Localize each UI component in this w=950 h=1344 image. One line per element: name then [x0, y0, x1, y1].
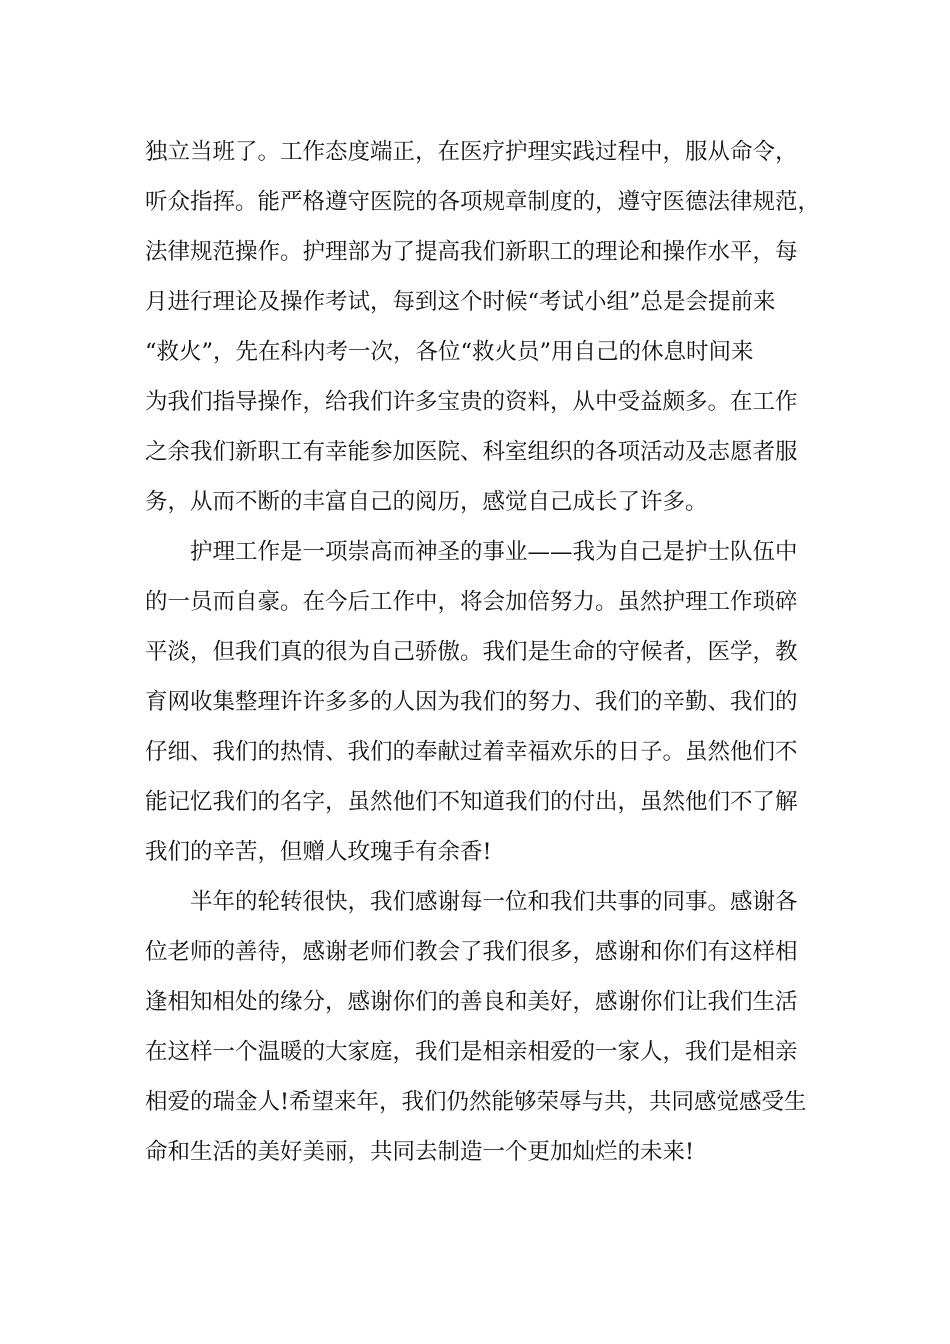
text-line: “救火”，先在科内考一次，各位“救火员”用自己的休息时间来: [145, 339, 754, 365]
text-line: 听众指挥。能严格遵守医院的各项规章制度的，遵守医德法律规范，: [145, 189, 821, 215]
text-line: 为我们指导操作，给我们许多宝贵的资料，从中受益颇多。在工作: [145, 389, 798, 415]
text-line: 我们的辛苦，但赠人玫瑰手有余香!: [145, 839, 492, 865]
text-line: 月进行理论及操作考试，每到这个时候“考试小组”总是会提前来: [145, 289, 776, 315]
text-line: 相爱的瑞金人!希望来年，我们仍然能够荣辱与共，共同感觉感受生: [145, 1089, 807, 1115]
text-line: 平淡，但我们真的很为自己骄傲。我们是生命的守候者，医学，教: [145, 639, 798, 665]
text-line: 之余我们新职工有幸能参加医院、科室组织的各项活动及志愿者服: [145, 439, 798, 465]
text-line: 仔细、我们的热情、我们的奉献过着幸福欢乐的日子。虽然他们不: [145, 739, 798, 765]
paragraph-start-line: 半年的轮转很快，我们感谢每一位和我们共事的同事。感谢各: [190, 889, 798, 915]
text-line: 在这样一个温暖的大家庭，我们是相亲相爱的一家人，我们是相亲: [145, 1039, 798, 1065]
text-line: 位老师的善待，感谢老师们教会了我们很多，感谢和你们有这样相: [145, 939, 798, 965]
text-line: 务，从而不断的丰富自己的阅历，感觉自己成长了许多。: [145, 489, 708, 515]
body-text: [145, 127, 835, 1177]
paragraph-start-line: 护理工作是一项崇高而神圣的事业——我为自己是护士队伍中: [190, 539, 798, 565]
text-line: 逢相知相处的缘分，感谢你们的善良和美好，感谢你们让我们生活: [145, 989, 798, 1015]
text-line: 育网收集整理许许多多的人因为我们的努力、我们的辛勤、我们的: [145, 689, 798, 715]
text-line: 的一员而自豪。在今后工作中，将会加倍努力。虽然护理工作琐碎: [145, 589, 798, 615]
text-line: 命和生活的美好美丽，共同去制造一个更加灿烂的未来!: [145, 1139, 695, 1165]
text-line: 能记忆我们的名字，虽然他们不知道我们的付出，虽然他们不了解: [145, 789, 798, 815]
text-line: 独立当班了。工作态度端正，在医疗护理实践过程中，服从命令，: [145, 139, 798, 165]
text-line: 法律规范操作。护理部为了提高我们新职工的理论和操作水平，每: [145, 239, 798, 265]
